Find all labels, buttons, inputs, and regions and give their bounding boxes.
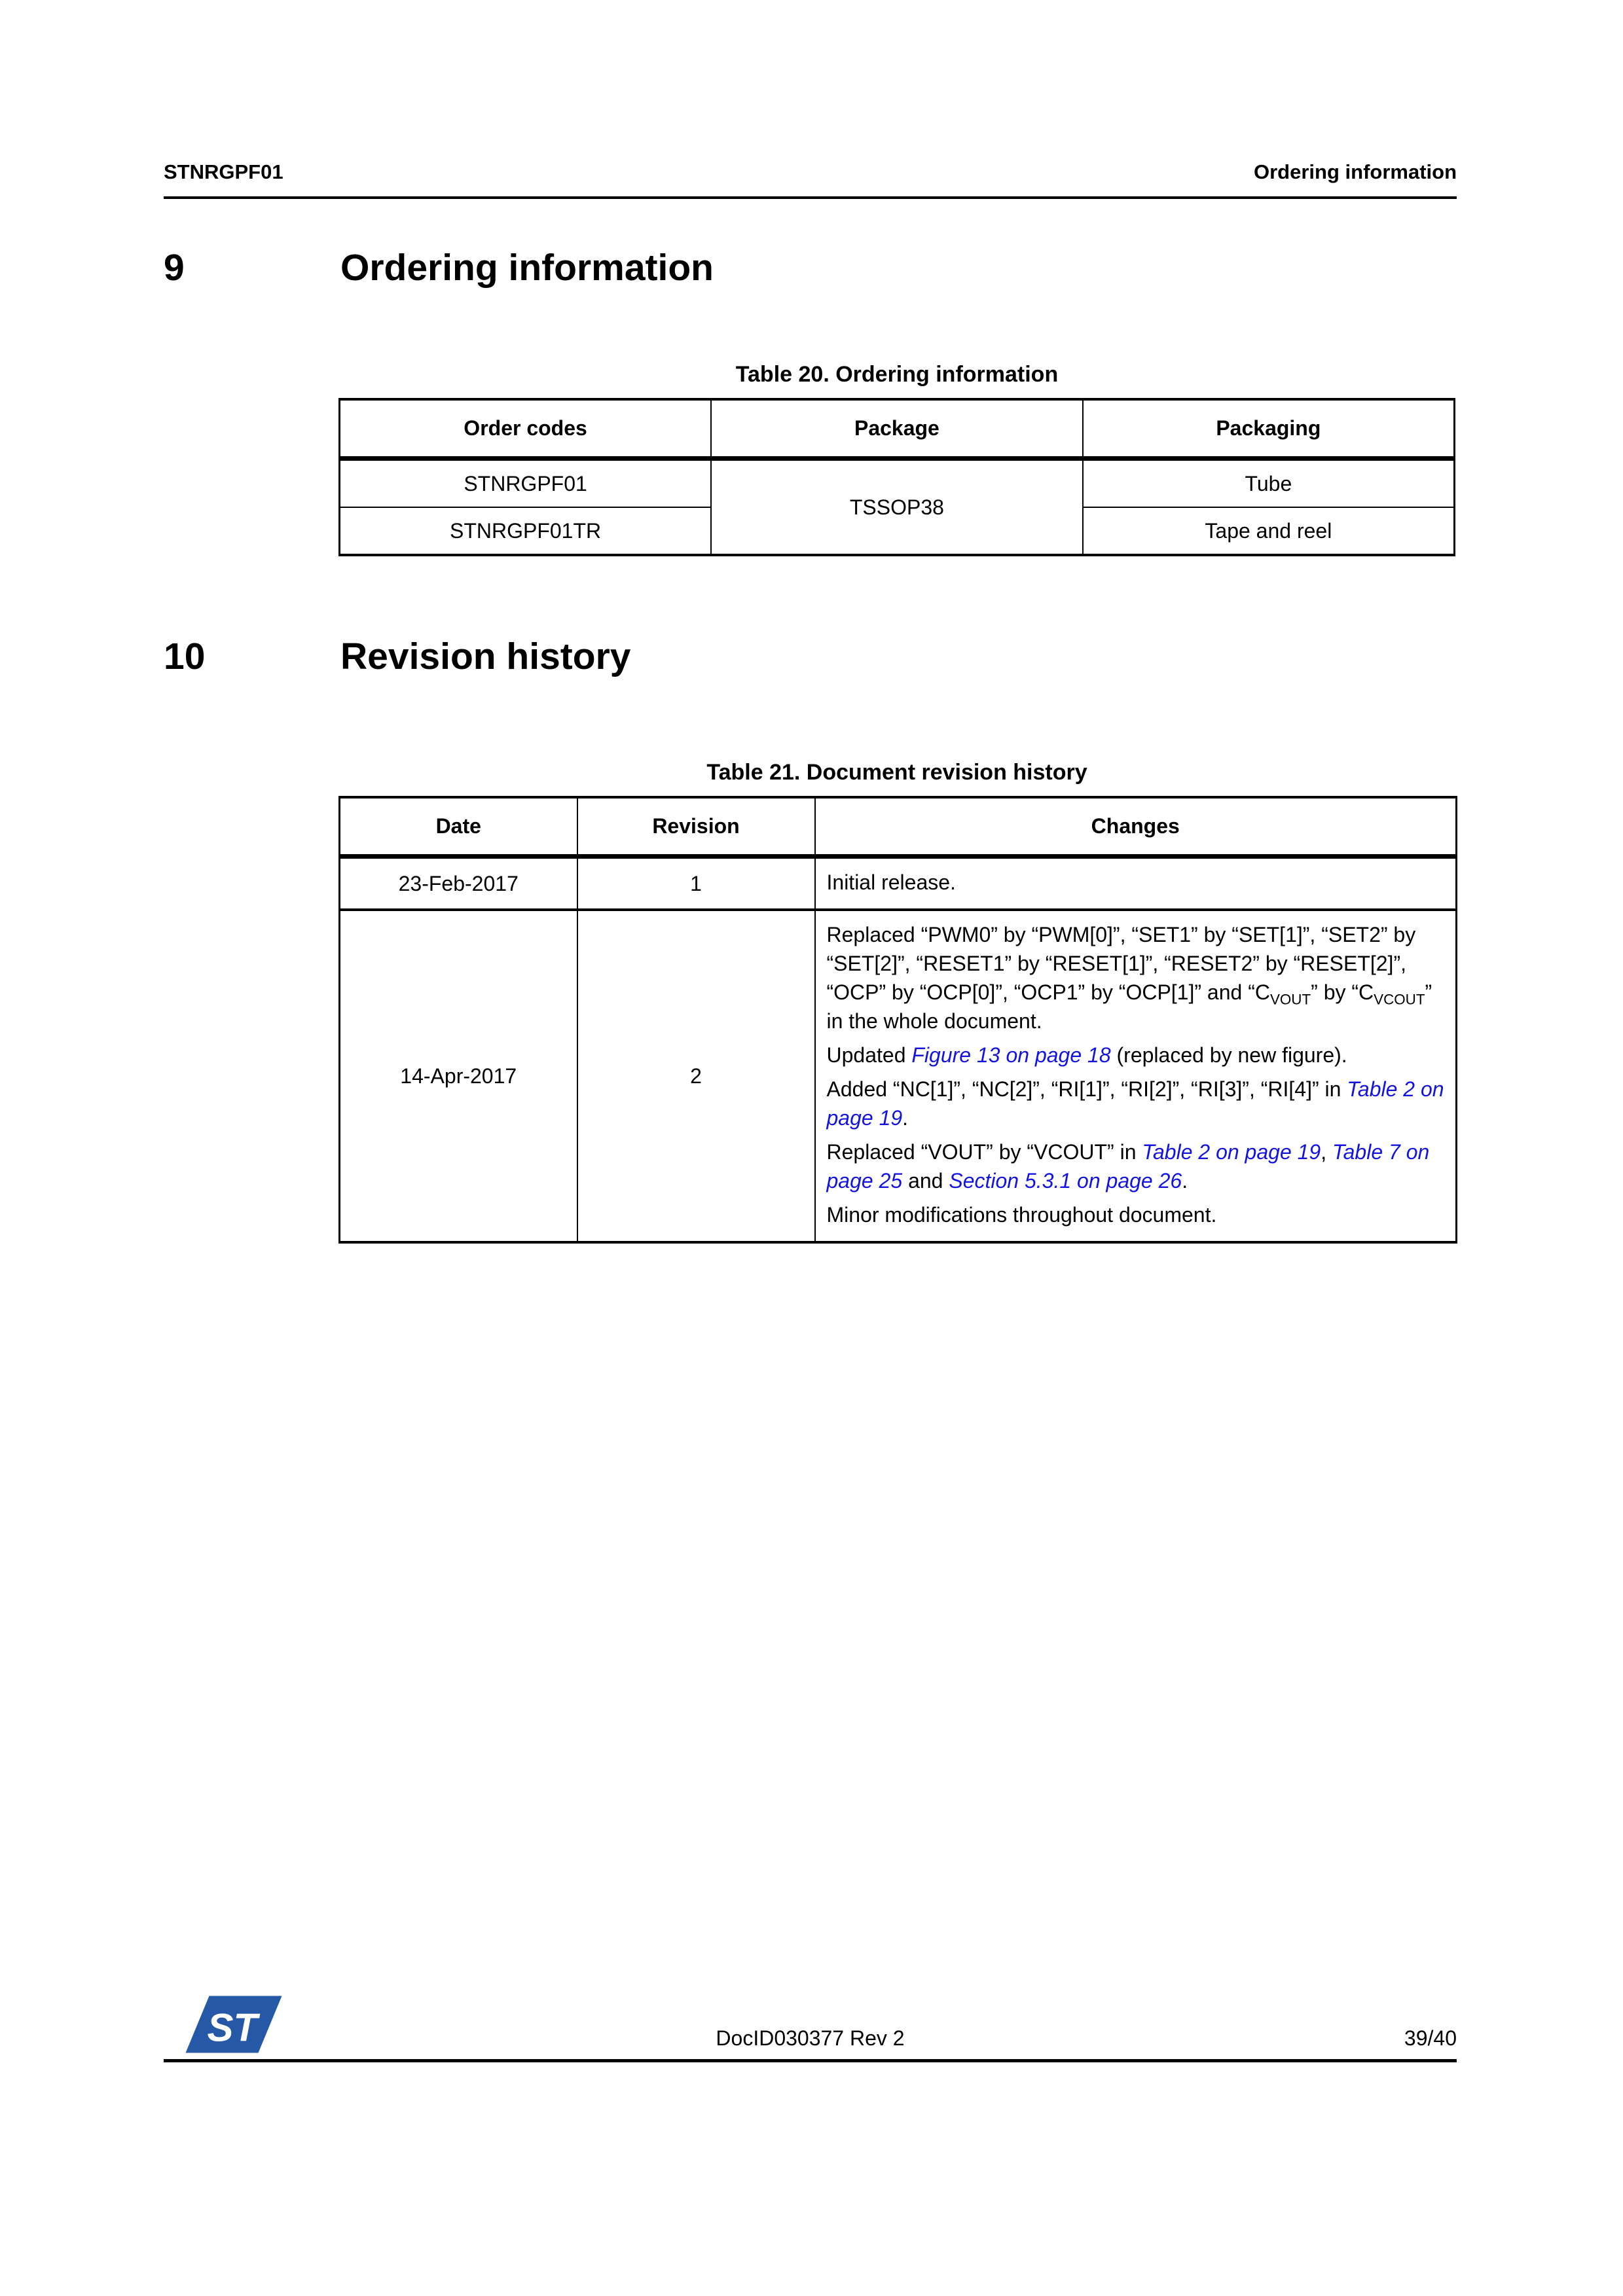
cell-revision: 1 (577, 857, 815, 910)
header-part-number: STNRGPF01 (164, 160, 283, 183)
cross-reference-link[interactable]: Table 7 on page 25 (826, 1140, 1430, 1193)
subscript-text: VCOUT (1374, 991, 1425, 1008)
cell-changes (815, 857, 1457, 910)
ordering-table-title: Table 20. Ordering information (735, 362, 1059, 387)
col-header-package: Package (711, 399, 1083, 459)
changes-text: Added “NC[1]”, “NC[2]”, “RI[1]”, “RI[2]”, “RI[3]”, “RI[4]” in (826, 1077, 1347, 1101)
col-header-revision: Revision (577, 797, 815, 857)
changes-text: (replaced by new figure). (1110, 1043, 1347, 1067)
changes-text: and (902, 1169, 949, 1193)
header-chapter-title: Ordering information (1254, 160, 1457, 183)
changes-text: Replaced “PWM0” by “PWM[0]”, “SET1” by “SET[1]”, “SET2” by “SET[2]”, “RESET1” by “RESET[1]”, “RESET2” by “RESET[2]”, “OCP” by “OCP[0]”, “OCP1” by “OCP[1]” and “C (826, 923, 1416, 1004)
footer-page-number: 39/40 (1404, 2026, 1457, 2050)
footer (164, 2025, 1457, 2051)
section-number: 9 (164, 247, 185, 289)
cross-reference-link[interactable]: Table 2 on page 19 (826, 1077, 1444, 1130)
table-row (340, 459, 1455, 508)
table-row (340, 910, 1457, 1242)
changes-text: ” by “C (1311, 980, 1374, 1004)
revision-history-table (338, 796, 1457, 1244)
ordering-table-block (338, 361, 1455, 556)
footer-doc-id: DocID030377 Rev 2 (716, 2026, 905, 2050)
cell-date: 14-Apr-2017 (340, 910, 577, 1242)
section-heading-ordering (164, 247, 714, 288)
revision-table-header-row (340, 797, 1457, 857)
col-header-date: Date (340, 797, 577, 857)
changes-text: ” in the whole document. (826, 980, 1432, 1033)
col-header-changes: Changes (815, 797, 1457, 857)
changes-text: . (902, 1106, 909, 1130)
cell-changes (815, 910, 1457, 1242)
changes-text: Updated (826, 1043, 912, 1067)
section-title: Revision history (340, 636, 631, 677)
changes-text: , (1321, 1140, 1332, 1164)
col-header-packaging: Packaging (1083, 399, 1455, 459)
ordering-table-header-row (340, 399, 1455, 459)
cell-package: TSSOP38 (711, 459, 1083, 556)
revision-table-title: Table 21. Document revision history (706, 760, 1087, 785)
cell-order-code: STNRGPF01TR (340, 507, 712, 555)
cross-reference-link[interactable]: Section 5.3.1 on page 26 (949, 1169, 1182, 1193)
cell-order-code: STNRGPF01 (340, 459, 712, 508)
changes-text: Initial release. (826, 870, 956, 894)
section-number: 10 (164, 636, 206, 677)
cross-reference-link[interactable]: Figure 13 on page 18 (911, 1043, 1111, 1067)
subscript-text: VOUT (1269, 991, 1311, 1008)
cell-date: 23-Feb-2017 (340, 857, 577, 910)
changes-text: Replaced “VOUT” by “VCOUT” in (826, 1140, 1142, 1164)
cell-packaging: Tape and reel (1083, 507, 1455, 555)
running-header (164, 160, 1457, 199)
table-row (340, 857, 1457, 910)
changes-text: . (1182, 1169, 1188, 1193)
section-heading-revision (164, 636, 630, 677)
st-logo-text: ST (207, 2005, 258, 2050)
footer-rule (164, 2059, 1457, 2062)
cell-revision: 2 (577, 910, 815, 1242)
cross-reference-link[interactable]: Table 2 on page 19 (1142, 1140, 1321, 1164)
cell-packaging: Tube (1083, 459, 1455, 508)
changes-text: Minor modifications throughout document. (826, 1203, 1217, 1227)
ordering-table (338, 398, 1455, 556)
revision-table-block (338, 759, 1455, 1244)
col-header-order-codes: Order codes (340, 399, 712, 459)
section-title: Ordering information (340, 247, 714, 289)
